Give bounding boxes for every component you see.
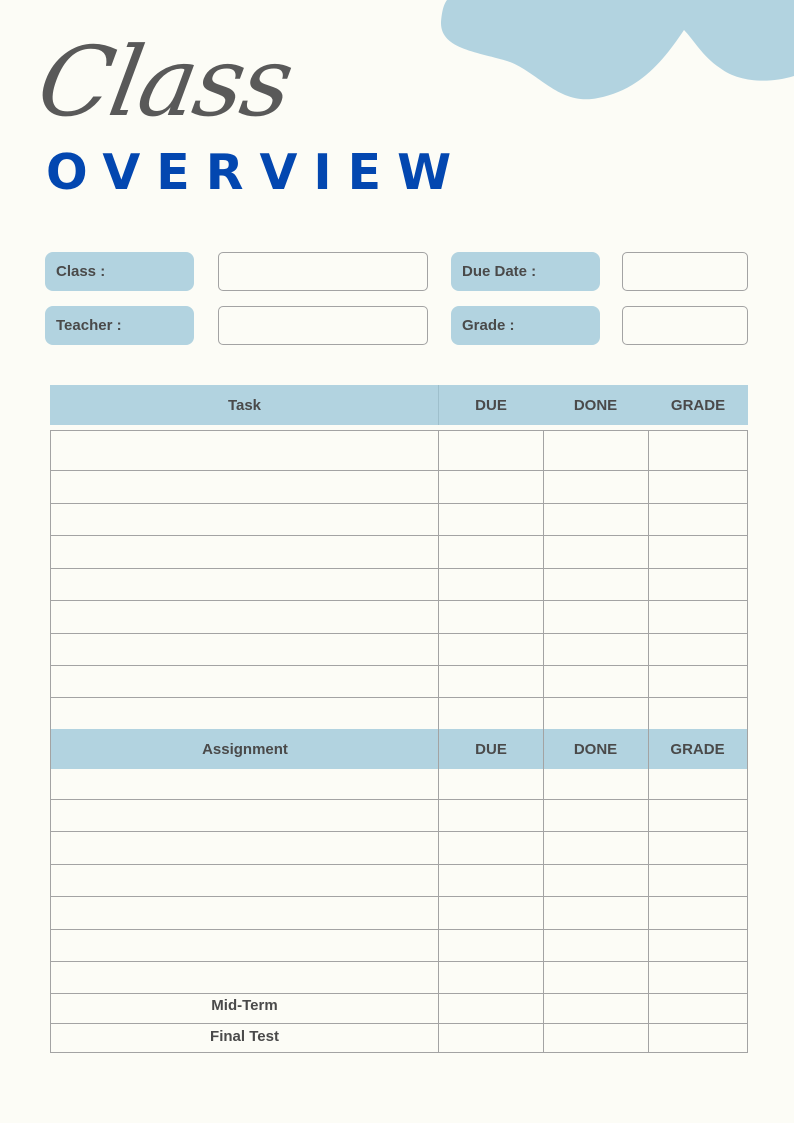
assignment-header-divider	[543, 729, 544, 769]
mid-term-label: Mid-Term	[211, 997, 278, 1014]
title-script: Class	[30, 26, 300, 138]
assignment-row-line	[50, 993, 748, 994]
assignment-done-header: DONE	[573, 740, 618, 758]
class-field[interactable]	[218, 252, 428, 291]
teacher-field[interactable]	[218, 306, 428, 345]
assignment-col-line	[648, 769, 649, 1053]
assignment-row-line	[50, 1023, 748, 1024]
task-row-line	[50, 568, 748, 569]
assignment-row-line	[50, 961, 748, 962]
assignment-due-header: DUE	[475, 740, 507, 758]
assignment-grade-header: GRADE	[670, 740, 725, 758]
task-col-line	[438, 430, 439, 729]
grade-label: Grade :	[451, 306, 600, 345]
task-header-divider	[438, 385, 439, 425]
assignment-row-line	[50, 831, 748, 832]
final-test-label: Final Test	[210, 1028, 279, 1045]
assignment-row-line	[50, 799, 748, 800]
assignment-table-header	[51, 729, 747, 769]
task-due-header: DUE	[475, 396, 507, 414]
task-row-line	[50, 633, 748, 634]
assignment-header-divider	[648, 729, 649, 769]
task-row-line	[50, 600, 748, 601]
assignment-row-line	[50, 864, 748, 865]
due-date-field[interactable]	[622, 252, 748, 291]
task-row-line	[50, 697, 748, 698]
grade-field[interactable]	[622, 306, 748, 345]
assignment-header: Assignment	[202, 740, 288, 758]
task-col-line	[543, 430, 544, 729]
task-grade-header: GRADE	[670, 396, 726, 414]
page-title: OVERVIEW	[46, 144, 468, 201]
task-row-line	[50, 470, 748, 471]
class-label: Class :	[45, 252, 194, 291]
teacher-label: Teacher :	[45, 306, 194, 345]
assignment-col-line	[543, 769, 544, 1053]
task-row-line	[50, 503, 748, 504]
task-done-header: DONE	[573, 396, 618, 414]
task-row-line	[50, 665, 748, 666]
assignment-header-divider	[438, 729, 439, 769]
assignment-row-line	[50, 929, 748, 930]
due-date-label: Due Date :	[451, 252, 600, 291]
assignment-row-line	[50, 896, 748, 897]
task-col-line	[648, 430, 649, 729]
task-table-header	[50, 385, 748, 425]
task-row-line	[50, 535, 748, 536]
task-header: Task	[227, 396, 262, 414]
